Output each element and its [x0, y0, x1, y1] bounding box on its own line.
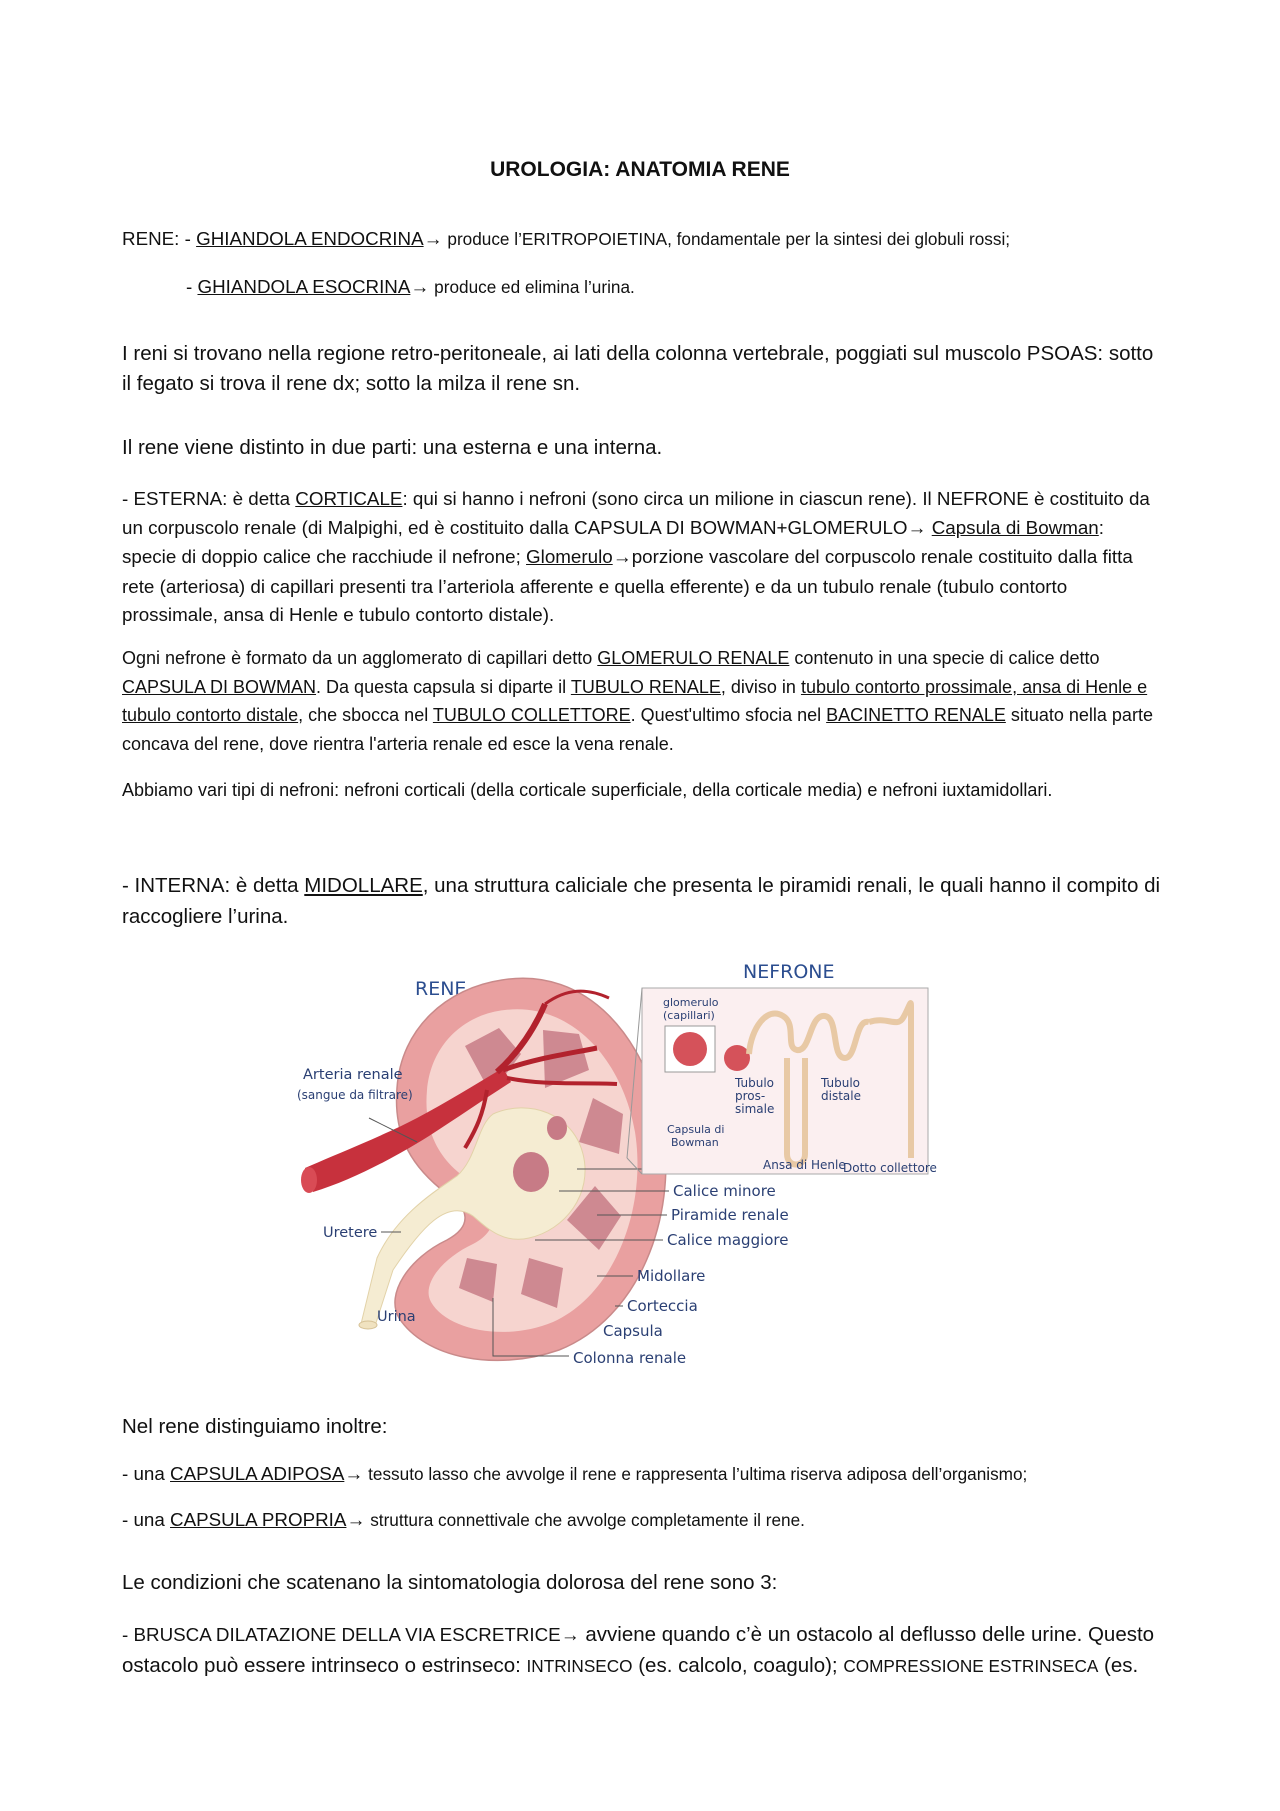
- calyx: [513, 1152, 549, 1192]
- tubulo-renale: TUBULO RENALE: [570, 676, 721, 697]
- intrinseco: INTRINSECO: [526, 1656, 633, 1676]
- arrow-icon: →: [423, 229, 443, 250]
- corticale-term: CORTICALE: [295, 488, 403, 509]
- label-piramide: Piramide renale: [671, 1206, 789, 1224]
- rene-title: RENE: [415, 978, 467, 1000]
- nefrone-b: contenuto in una specie di calice detto: [789, 648, 1100, 668]
- artery-lumen: [301, 1167, 317, 1193]
- label-capsula-di: Capsula di: [667, 1123, 725, 1136]
- esterna-text-a: : qui si hanno i nefroni (sono circa un milione in ciascun rene). Il NEFRONE è costituito da un corpuscolo renale (di Malpighi, ed è costituito dalla CAPSULA DI BOWMAN+GLOMERULO: [122, 488, 1150, 538]
- endo-text-a: produce l’: [442, 229, 522, 249]
- nefrone-a: Ogni nefrone è formato da un agglomerato di capillari detto: [122, 648, 598, 668]
- midollare-term: MIDOLLARE: [304, 874, 423, 897]
- label-tubulo-dist-1: Tubulo: [821, 1076, 861, 1090]
- tubulo-parts: tubulo contorto prossimale, ansa di Henle e tubulo contorto distale: [122, 676, 1148, 725]
- rene-endocrina-line: [122, 225, 1162, 254]
- adiposa-line: [122, 1460, 1162, 1489]
- label-capsula: Capsula: [603, 1322, 663, 1340]
- adiposa-lead: - una: [122, 1463, 171, 1484]
- propria-text: struttura connettivale che avvolge completamente il rene.: [365, 1510, 805, 1530]
- eso-prefix: -: [186, 276, 198, 297]
- bowman-term: Capsula di Bowman: [931, 516, 1099, 538]
- label-ansa: Ansa di Henle: [763, 1158, 846, 1172]
- esterna-paragraph: [122, 485, 1162, 630]
- label-arteria: Arteria renale: [303, 1067, 403, 1083]
- endo-text-c: , fondamentale per la sintesi dei globuli rossi;: [667, 229, 1011, 249]
- capsula-bowman: CAPSULA DI BOWMAN: [122, 676, 317, 697]
- label-tubulo-pros-3: simale: [735, 1102, 775, 1116]
- label-arteria-sub: (sangue da filtrare): [297, 1088, 413, 1102]
- tipi-paragraph: Abbiamo vari tipi di nefroni: nefroni corticali (della corticale superficiale, della corticale media) e nefroni iuxtamidollari.: [122, 780, 1053, 800]
- interna-lead: - INTERNA: è detta: [122, 874, 305, 897]
- label-corteccia: Corteccia: [627, 1297, 698, 1315]
- capsula-propria-term: CAPSULA PROPRIA: [170, 1509, 347, 1530]
- compressione-estrinseca: COMPRESSIONE ESTRINSECA: [843, 1656, 1099, 1676]
- label-dotto: Dotto collettore: [843, 1161, 937, 1175]
- kidney-nephron-figure: [297, 958, 973, 1394]
- nefrone-title: NEFRONE: [743, 961, 835, 983]
- ureter-end: [359, 1321, 377, 1329]
- rene-esocrina-line: [186, 273, 1226, 302]
- label-tubulo-pros-1: Tubulo: [735, 1076, 775, 1090]
- label-tubulo-dist-2: distale: [821, 1089, 861, 1103]
- label-bowman: Bowman: [671, 1136, 719, 1149]
- esterna-text-b: : specie di doppio calice che racchiude il nefrone;: [122, 516, 1104, 567]
- eso-text: produce ed elimina l’urina.: [429, 277, 635, 297]
- nefrone-e: , che sbocca nel: [298, 705, 433, 725]
- tubulo-collettore: TUBULO COLLETTORE: [432, 705, 631, 725]
- brusca-paragraph: [122, 1620, 1162, 1681]
- label-glomerulo: glomerulo: [663, 996, 719, 1009]
- label-capillari: (capillari): [663, 1009, 715, 1022]
- calyx: [547, 1116, 567, 1140]
- arrow-icon: →: [346, 1510, 366, 1531]
- label-midollare: Midollare: [637, 1267, 706, 1285]
- label-urina: Urina: [377, 1309, 416, 1325]
- arrow-icon: →: [612, 547, 632, 568]
- arrow-icon: →: [344, 1464, 364, 1485]
- glomerulus: [673, 1032, 707, 1066]
- glomerulus-zoom: [724, 1045, 750, 1071]
- arrow-icon: →: [410, 277, 430, 298]
- nefrone-d: , diviso in: [720, 676, 801, 697]
- rene-prefix: RENE: -: [122, 228, 197, 249]
- nefrone-paragraph: [122, 644, 1162, 758]
- interna-paragraph: [122, 870, 1162, 932]
- capsula-adiposa-term: CAPSULA ADIPOSA: [170, 1463, 345, 1484]
- brusca-lead: - BRUSCA DILATAZIONE DELLA VIA ESCRETRICE: [122, 1624, 561, 1645]
- esocrina-term: GHIANDOLA ESOCRINA: [197, 276, 411, 297]
- label-tubulo-pros-2: pros-: [735, 1089, 766, 1103]
- glomerulo-term: Glomerulo: [526, 546, 613, 567]
- endocrina-term: GHIANDOLA ENDOCRINA: [196, 228, 424, 249]
- propria-line: [122, 1506, 1162, 1535]
- esterna-text-c: porzione vascolare del corpuscolo renale costituito dalla fitta rete (arteriosa) di capillari presenti tra l’arteriola afferente e quella efferente) e da un tubulo renale (tubulo contorto prossimale, ansa di Henle e tubulo contorto distale).: [122, 546, 1133, 625]
- arrow-icon: →: [907, 517, 927, 539]
- label-uretere: Uretere: [323, 1225, 378, 1241]
- adiposa-text: tessuto lasso che avvolge il rene e rappresenta l’ultima riserva adiposa dell’organismo;: [363, 1464, 1028, 1484]
- label-calice-minore: Calice minore: [673, 1182, 776, 1200]
- esterna-lead: - ESTERNA: è detta: [122, 488, 296, 509]
- nefrone-c: . Da questa capsula si diparte il: [316, 676, 571, 697]
- propria-lead: - una: [122, 1509, 171, 1530]
- brusca-text-c: (es.: [1098, 1654, 1139, 1677]
- kidney-diagram: [297, 958, 973, 1394]
- condizioni-line: Le condizioni che scatenano la sintomatologia dolorosa del rene sono 3:: [122, 1571, 778, 1594]
- interna-text: , una struttura caliciale che presenta le piramidi renali, le quali hanno il compito di raccogliere l’urina.: [122, 874, 1161, 928]
- label-colonna: Colonna renale: [573, 1349, 687, 1367]
- brusca-text-a: avviene quando c’è un ostacolo al deflusso delle urine. Questo ostacolo può essere intrinseco o estrinseco:: [122, 1623, 1155, 1677]
- glomerulo-renale: GLOMERULO RENALE: [597, 648, 790, 668]
- eritropoietina: ERITROPOIETINA: [521, 229, 668, 249]
- bacinetto-renale: BACINETTO RENALE: [826, 705, 1006, 725]
- brusca-text-b: (es. calcolo, coagulo);: [632, 1654, 844, 1677]
- inoltre-line: Nel rene distinguiamo inoltre:: [122, 1415, 388, 1438]
- location-paragraph: I reni si trovano nella regione retro-peritoneale, ai lati della colonna vertebrale, poggiati sul muscolo PSOAS: sotto il fegato si trova il rene dx; sotto la milza il rene sn.: [122, 342, 1154, 395]
- nefrone-g: situato nella parte concava del rene, dove rientra l'arteria renale ed esce la vena renale.: [122, 705, 1153, 754]
- nefrone-f: . Quest'ultimo sfocia nel: [630, 705, 827, 725]
- arrow-icon: →: [560, 1625, 580, 1646]
- page-title: UROLOGIA: ANATOMIA RENE: [490, 158, 790, 181]
- parts-intro: Il rene viene distinto in due parti: una esterna e una interna.: [122, 436, 663, 459]
- label-calice-maggiore: Calice maggiore: [667, 1231, 789, 1249]
